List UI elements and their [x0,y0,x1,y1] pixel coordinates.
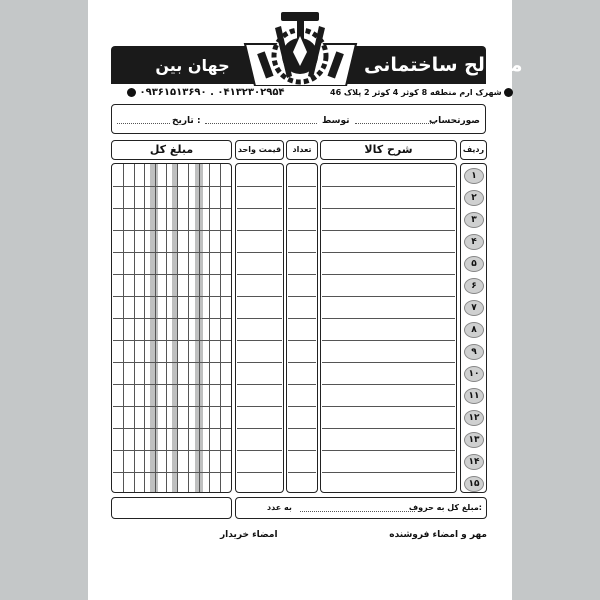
total-digits-label: به عدد [267,503,292,512]
store-subtitle: جهان بین [155,56,230,75]
by-label: توسط [322,116,350,126]
table-row-line [237,208,282,209]
table-row-line [288,450,316,451]
grand-total-box[interactable] [111,497,232,519]
table-row-line [113,406,231,407]
table-row-line [322,230,455,231]
table-row-line [322,208,455,209]
total-digit-separator [144,164,145,492]
col-header-row: ردیف [460,140,487,160]
address [330,88,502,97]
row-number-badge: ۷ [464,300,484,316]
table-row-line [322,428,455,429]
phone-text: ۰۹۳۶۱۵۱۳۶۹۰ . ۰۴۱۳۲۳۰۲۹۵۴ [139,87,285,98]
table-row-line [288,384,316,385]
table-row-line [322,186,455,187]
row-number-badge: ۲ [464,190,484,206]
total-digit-separator [199,164,200,492]
total-digit-separator [188,164,189,492]
total-words-label: مبلغ کل به حروف: [408,503,482,512]
table-row-line [288,428,316,429]
table-row-line [237,252,282,253]
table-row-line [322,472,455,473]
table-row-line [113,318,231,319]
table-row-line [113,472,231,473]
row-number-badge: ۱۰ [464,366,484,382]
table-row-line [113,428,231,429]
customer-field[interactable] [355,123,435,124]
row-number-badge: ۵ [464,256,484,272]
table-row-line [288,318,316,319]
store-title: مصالح ساختمانی [364,54,523,76]
table-row-line [113,340,231,341]
seller-signature-label: مهر و امضاء فروشنده [389,530,487,540]
total-digit-separator [220,164,221,492]
table-row-line [237,450,282,451]
table-row-line [237,472,282,473]
table-row-line [322,318,455,319]
description-column[interactable] [320,163,457,493]
unit-price-column[interactable] [235,163,284,493]
table-row-line [113,384,231,385]
table-row-line [237,230,282,231]
table-row-line [288,472,316,473]
table-row-line [288,208,316,209]
phone-numbers [127,87,285,98]
table-row-line [113,208,231,209]
row-number-badge: ۶ [464,278,484,294]
by-field[interactable] [205,123,317,124]
table-row-line [322,450,455,451]
table-row-line [113,230,231,231]
total-digit-separator [134,164,135,492]
total-digit-separator [155,164,156,492]
table-row-line [113,274,231,275]
tools-gear-icon [237,6,364,86]
date-field[interactable] [117,123,170,124]
table-row-line [288,362,316,363]
table-row-line [237,362,282,363]
table-row-line [288,296,316,297]
table-row-line [237,428,282,429]
table-row-line [113,186,231,187]
total-digit-separator [123,164,124,492]
phone-icon [127,88,136,97]
location-pin-icon [504,88,513,97]
table-row-line [322,384,455,385]
row-number-badge: ۳ [464,212,484,228]
row-number-badge: ۱۳ [464,432,484,448]
customer-label: صورتحساب [429,116,480,126]
table-row-line [113,362,231,363]
col-header-total: مبلغ کل [111,140,232,160]
table-row-line [237,186,282,187]
col-header-description: شرح کالا [320,140,457,160]
row-number-badge: ۴ [464,234,484,250]
total-column-shade [150,164,158,492]
address-text: شهرک ارم منطقه 8 کوثر 4 کوثر 2 پلاک 46 [330,88,502,97]
table-row-line [322,296,455,297]
table-row-line [288,406,316,407]
table-row-line [113,296,231,297]
table-row-line [237,384,282,385]
table-row-line [237,274,282,275]
col-header-unit-price: قیمت واحد [235,140,284,160]
row-number-badge: ۹ [464,344,484,360]
total-digit-separator [209,164,210,492]
table-row-line [322,362,455,363]
table-row-line [288,340,316,341]
total-digit-separator [166,164,167,492]
table-row-line [288,274,316,275]
table-row-line [237,340,282,341]
col-header-quantity: تعداد [286,140,318,160]
table-row-line [288,230,316,231]
buyer-signature-label: امضاء خریدار [220,530,278,540]
row-number-badge: ۱۵ [464,476,484,492]
table-row-line [113,450,231,451]
table-row-line [322,252,455,253]
table-row-line [322,274,455,275]
row-number-badge: ۱ [464,168,484,184]
row-number-badge: ۸ [464,322,484,338]
table-row-line [237,406,282,407]
table-row-line [288,186,316,187]
row-number-badge: ۱۱ [464,388,484,404]
date-label: تاریخ : [172,116,201,126]
table-row-line [322,406,455,407]
table-row-line [288,252,316,253]
total-words-field[interactable] [300,511,415,512]
quantity-column[interactable] [286,163,318,493]
row-number-badge: ۱۴ [464,454,484,470]
total-digit-separator [177,164,178,492]
table-row-line [237,296,282,297]
table-row-line [237,318,282,319]
row-number-badge: ۱۲ [464,410,484,426]
table-row-line [322,340,455,341]
table-row-line [113,252,231,253]
